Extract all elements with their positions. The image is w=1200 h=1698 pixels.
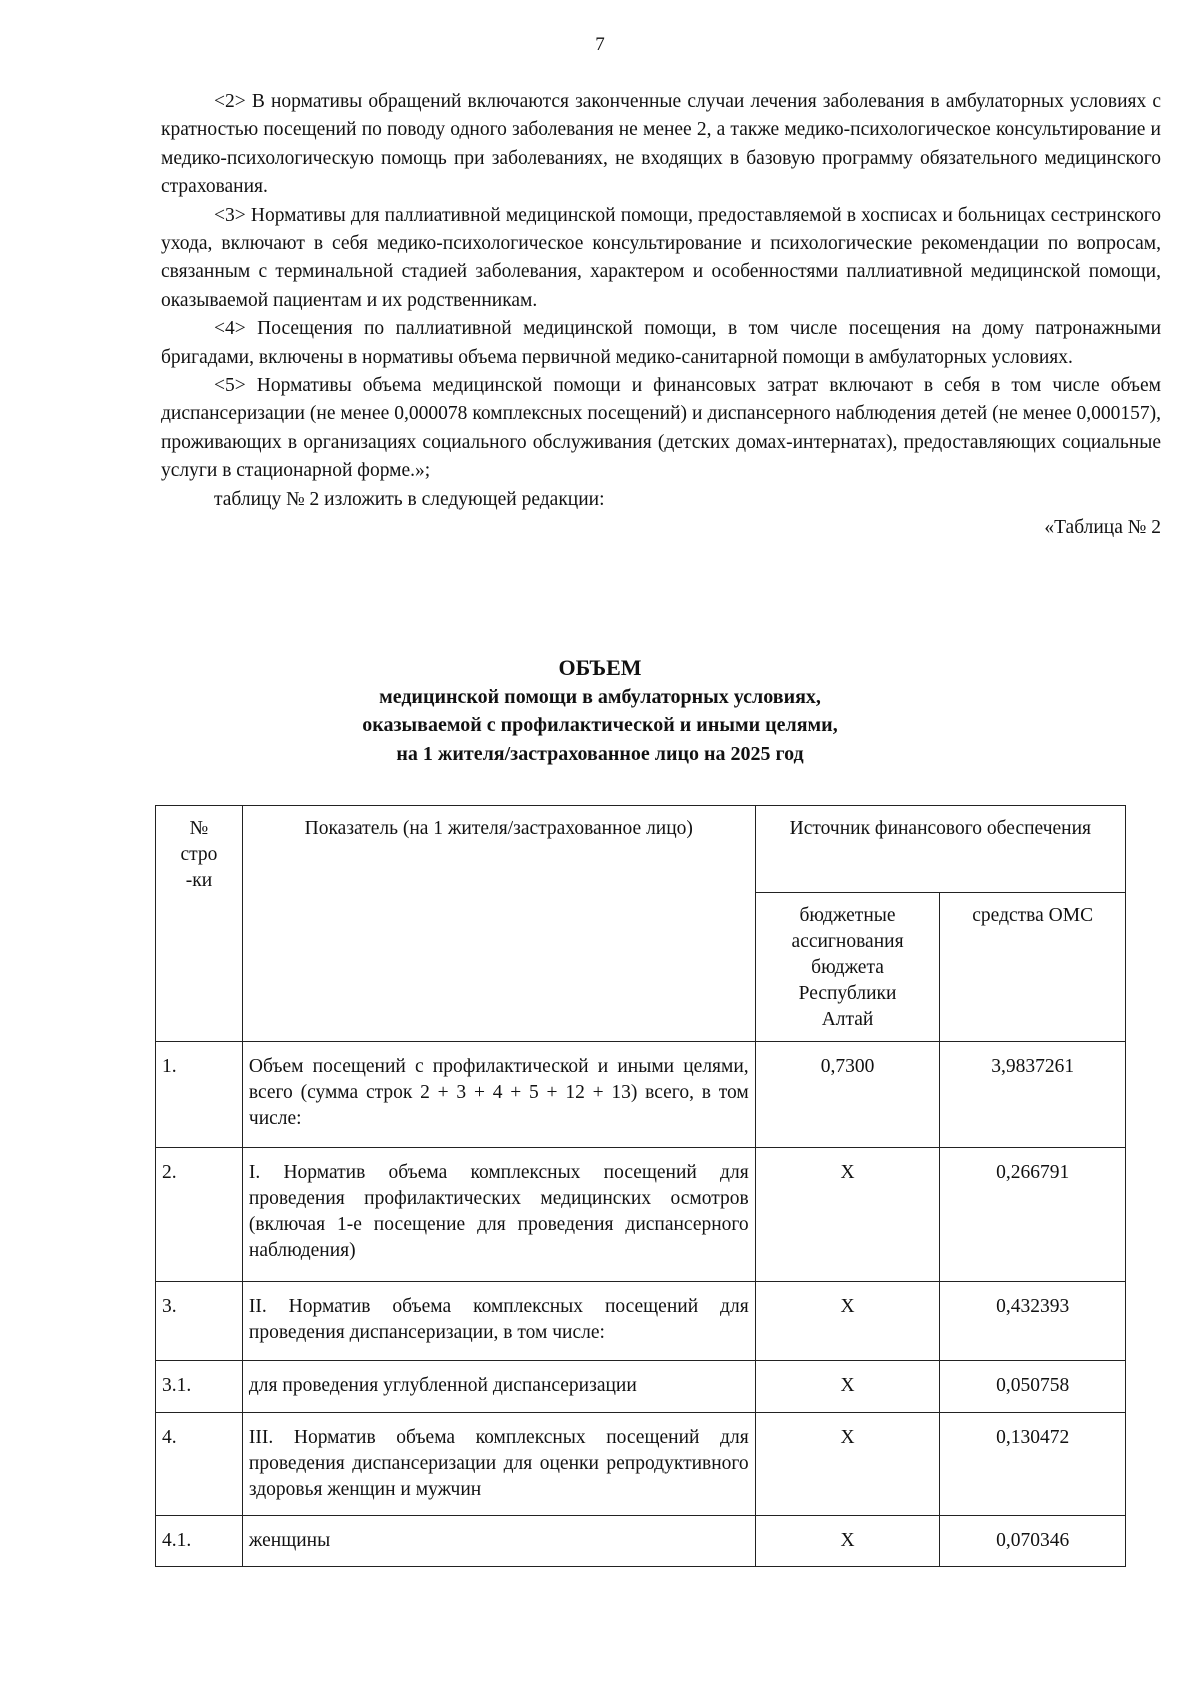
volume-table	[155, 805, 1126, 1567]
row-number: 3.	[156, 1282, 243, 1361]
row-number: 3.1.	[156, 1361, 243, 1413]
row-indicator: II. Норматив объема комплексных посещений для проведения диспансеризации, в том числе:	[242, 1282, 755, 1361]
row-oms: 0,266791	[940, 1148, 1126, 1282]
header-indicator: Показатель (на 1 жителя/застрахованное лицо)	[242, 806, 755, 1042]
header-source: Источник финансового обеспечения	[755, 806, 1125, 893]
table-row	[156, 1282, 1126, 1361]
page-number: 7	[595, 34, 605, 55]
row-oms: 0,432393	[940, 1282, 1126, 1361]
row-budget: X	[755, 1148, 940, 1282]
row-budget: X	[755, 1413, 940, 1516]
table-title	[0, 654, 1200, 768]
row-oms: 0,070346	[940, 1516, 1126, 1567]
row-indicator: женщины	[242, 1516, 755, 1567]
row-budget: X	[755, 1516, 940, 1567]
footnote-5: <5> Нормативы объема медицинской помощи и финансовых затрат включают в себя в том числе объем диспансеризации (не менее 0,000078 комплексных посещений) и диспансерного наблюдения детей (не менее 0,000157), проживающих в организациях социального обслуживания (детских домах-интернатах), предоставляющих социальные услуги в стационарной форме.»;	[161, 375, 1161, 482]
footnote-3: <3> Нормативы для паллиативной медицинской помощи, предоставляемой в хосписах и больницах сестринского ухода, включают в себя медико-психологическое консультирование и психологические рекомендации по вопросам, связанным с терминальной стадией заболевания, характером и особенностями паллиативной медицинской помощи, оказываемой пациентам и их родственникам.	[161, 204, 1161, 311]
row-indicator: I. Норматив объема комплексных посещений для проведения профилактических медицинских осмотров (включая 1-е посещение для проведения диспансерного наблюдения)	[242, 1148, 755, 1282]
table-row	[156, 1516, 1126, 1567]
document-body	[161, 88, 1161, 543]
row-number: 1.	[156, 1042, 243, 1148]
title-line-1: ОБЪЕМ	[558, 655, 642, 680]
table-row	[156, 1361, 1126, 1413]
row-budget: 0,7300	[755, 1042, 940, 1148]
header-budget: бюджетные ассигнования бюджета Республики Алтай	[755, 893, 940, 1042]
row-number: 2.	[156, 1148, 243, 1282]
title-line-3: оказываемой с профилактической и иными целями,	[362, 714, 838, 736]
table-row	[156, 1148, 1126, 1282]
row-oms: 0,130472	[940, 1413, 1126, 1516]
title-line-4: на 1 жителя/застрахованное лицо на 2025 год	[396, 742, 804, 765]
header-oms: средства ОМС	[940, 893, 1126, 1042]
table-row	[156, 1413, 1126, 1516]
row-oms: 0,050758	[940, 1361, 1126, 1413]
title-line-2: медицинской помощи в амбулаторных условиях,	[379, 685, 821, 708]
row-budget: X	[755, 1361, 940, 1413]
footnote-2: <2> В нормативы обращений включаются законченные случаи лечения заболевания в амбулаторных условиях с кратностью посещений по поводу одного заболевания не менее 2, а также медико-психологическое консультирование и медико-психологическую помощь при заболеваниях, не входящих в базовую программу обязательного медицинского страхования.	[161, 91, 1161, 198]
table-label: «Таблица № 2	[1044, 517, 1161, 539]
header-row-no: № стро-ки	[156, 806, 243, 1042]
row-indicator: для проведения углубленной диспансеризации	[242, 1361, 755, 1413]
row-number: 4.	[156, 1413, 243, 1516]
row-budget: X	[755, 1282, 940, 1361]
row-indicator: III. Норматив объема комплексных посещений для проведения диспансеризации для оценки репродуктивного здоровья женщин и мужчин	[242, 1413, 755, 1516]
footnote-4: <4> Посещения по паллиативной медицинской помощи, в том числе посещения на дому патронажными бригадами, включены в нормативы объема первичной медико-санитарной помощи в амбулаторных условиях.	[161, 318, 1161, 368]
row-number: 4.1.	[156, 1516, 243, 1567]
instruction-paragraph: таблицу № 2 изложить в следующей редакции:	[214, 488, 605, 510]
row-indicator: Объем посещений с профилактической и иными целями, всего (сумма строк 2 + 3 + 4 + 5 + 12 + 13) всего, в том числе:	[242, 1042, 755, 1148]
table-row	[156, 1042, 1126, 1148]
row-oms: 3,9837261	[940, 1042, 1126, 1148]
